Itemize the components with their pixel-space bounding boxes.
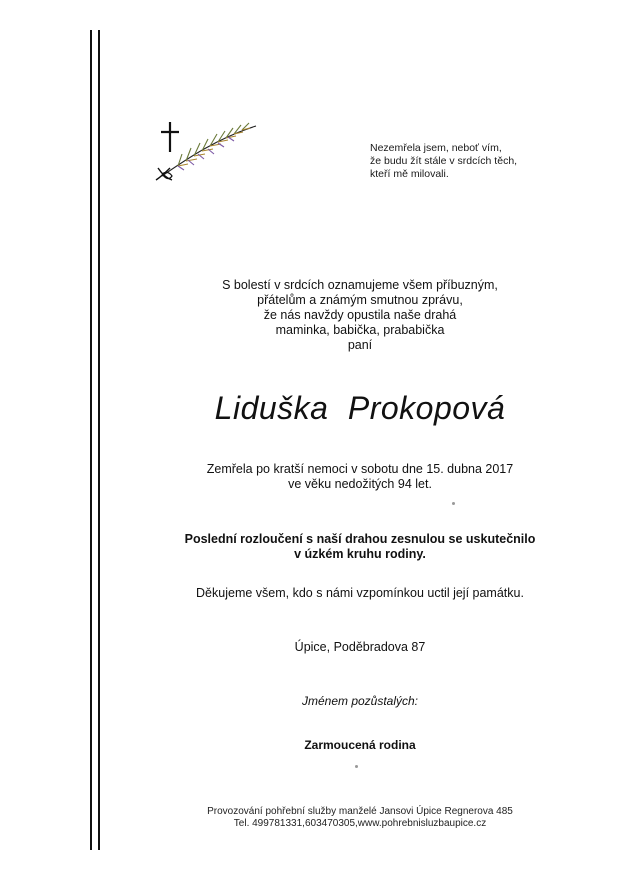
intro-line: přátelům a známým smutnou zprávu, — [257, 293, 463, 307]
farewell-notice — [100, 532, 620, 562]
funeral-service-footer — [100, 806, 620, 830]
death-line: ve věku nedožitých 94 let. — [288, 477, 432, 491]
quote-line: Nezemřela jsem, neboť vím, — [370, 142, 502, 154]
announcement-intro — [100, 278, 620, 353]
farewell-line: Poslední rozloučení s naší drahou zesnulou se uskutečnilo — [184, 532, 536, 546]
intro-line: že nás navždy opustila naše drahá — [263, 308, 457, 322]
cross-icon — [161, 122, 179, 152]
cross-and-palm-emblem — [148, 118, 260, 186]
signed-on-behalf: Jménem pozůstalých: — [301, 694, 419, 708]
death-details — [100, 462, 620, 492]
left-border-rule-outer — [90, 30, 92, 850]
deceased-name: Liduška Prokopová — [214, 390, 506, 426]
scan-speck — [355, 765, 358, 768]
left-border-rule-inner — [98, 30, 100, 850]
intro-line: paní — [347, 338, 373, 352]
quote-line: že budu žít stále v srdcích těch, — [370, 155, 518, 167]
death-line: Zemřela po kratší nemoci v sobotu dne 15. dubna 2017 — [206, 462, 514, 476]
scan-speck — [452, 502, 455, 505]
intro-line: S bolestí v srdcích oznamujeme všem příbuzným, — [222, 278, 498, 292]
intro-line: maminka, babička, prababička — [275, 323, 445, 337]
memorial-quote — [370, 142, 600, 181]
family-address: Úpice, Poděbradova 87 — [294, 640, 426, 654]
quote-line: kteří mě milovali. — [370, 168, 449, 180]
footer-line-1: Provozování pohřební služby manželé Jansovi Úpice Regnerova 485 — [207, 806, 513, 817]
farewell-line: v úzkém kruhu rodiny. — [294, 547, 426, 561]
family-signature: Zarmoucená rodina — [304, 738, 416, 752]
thanks-line: Děkujeme všem, kdo s námi vzpomínkou uctil její památku. — [196, 586, 524, 600]
footer-line-2: Tel. 499781331,603470305,www.pohrebnisluzbaupice.cz — [233, 818, 487, 829]
